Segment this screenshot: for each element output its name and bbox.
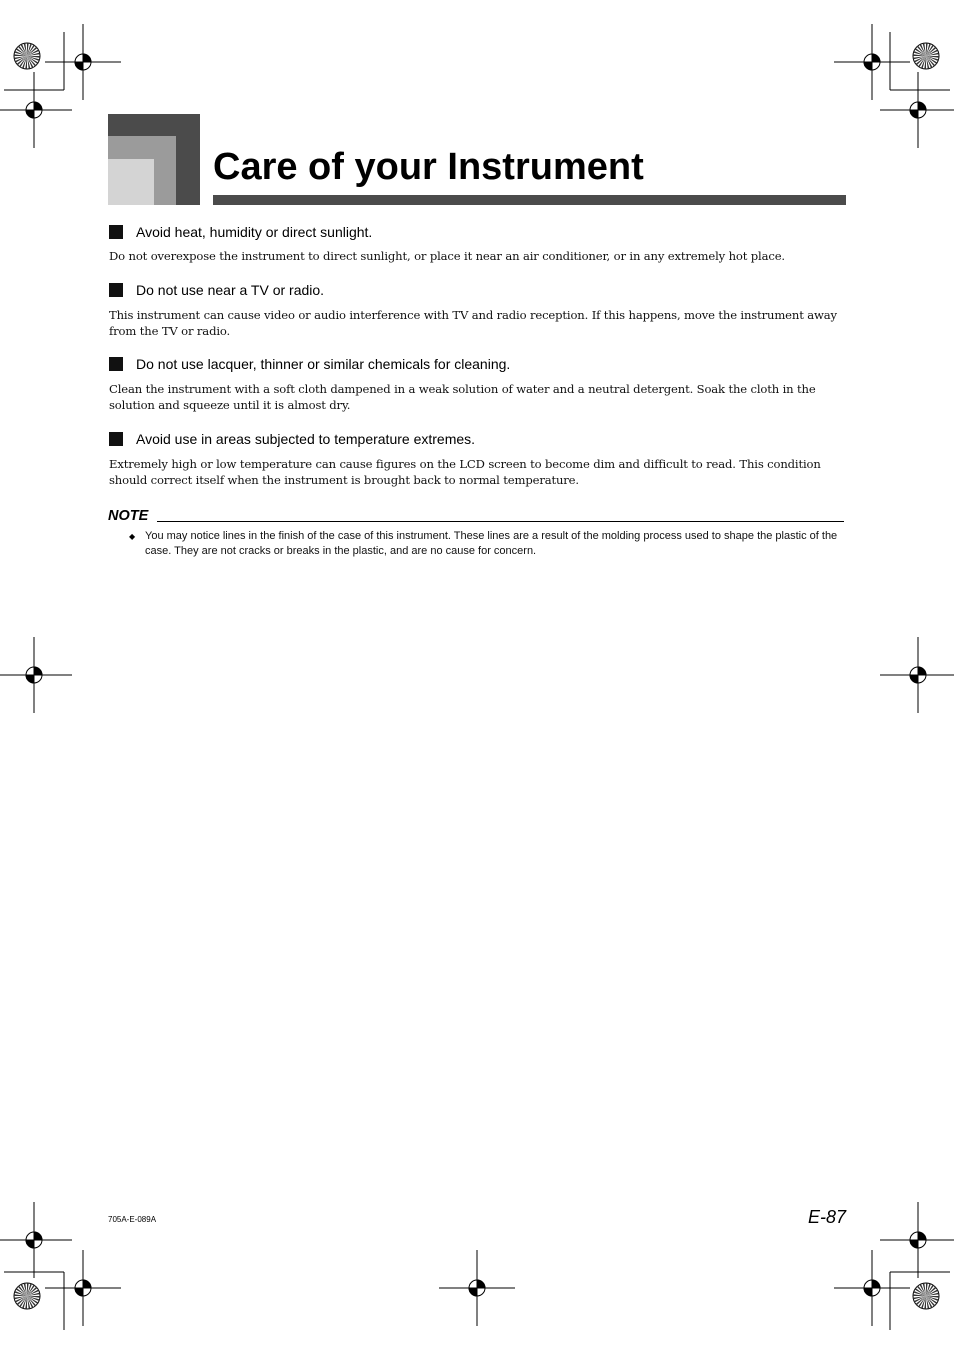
registration-crosshair-icon xyxy=(880,72,954,148)
square-bullet-icon xyxy=(109,225,123,239)
note-label: NOTE xyxy=(108,508,149,524)
registration-crosshair-icon xyxy=(834,24,910,100)
registration-starburst-icon xyxy=(913,1283,939,1309)
note-item xyxy=(129,529,839,559)
page-title: Care of your Instrument xyxy=(213,146,644,188)
section-heading xyxy=(109,429,475,449)
section-heading-text: Do not use lacquer, thinner or similar chemicals for cleaning. xyxy=(136,356,511,372)
title-underline-bar xyxy=(213,195,846,205)
square-bullet-icon xyxy=(109,357,123,371)
section-heading xyxy=(109,354,510,374)
registration-crosshair-icon xyxy=(439,1250,515,1326)
section-heading-text: Avoid use in areas subjected to temperature extremes. xyxy=(136,431,476,447)
square-bullet-icon xyxy=(109,432,123,446)
registration-starburst-icon xyxy=(14,43,40,69)
document-code: 705A-E-089A xyxy=(108,1215,157,1224)
section-heading xyxy=(109,280,324,300)
page-number: E-87 xyxy=(807,1207,846,1227)
registration-crosshair-icon xyxy=(0,637,72,713)
header-light-block xyxy=(108,159,154,205)
registration-starburst-icon xyxy=(14,1283,40,1309)
registration-crosshair-icon xyxy=(880,637,954,713)
note-item-text: You may notice lines in the finish of the case of this instrument. These lines are a result of the molding process used to shape the plastic of the case. They are not cracks or breaks in the plastic, and are no cause for concern. xyxy=(145,530,838,557)
section-heading-text: Do not use near a TV or radio. xyxy=(136,282,325,298)
registration-crosshair-icon xyxy=(0,1202,72,1278)
section-body: Do not overexpose the instrument to direct sunlight, or place it near an air conditioner, or in any extremely hot place. xyxy=(109,249,785,263)
section-body: Clean the instrument with a soft cloth dampened in a weak solution of water and a neutral detergent. Soak the cloth in the solution and squeeze until it is almost dry. xyxy=(109,382,816,412)
section-heading-text: Avoid heat, humidity or direct sunlight. xyxy=(136,224,373,240)
registration-crosshair-icon xyxy=(45,24,121,100)
square-bullet-icon xyxy=(109,283,123,297)
note-rule xyxy=(157,521,844,522)
registration-crosshair-icon xyxy=(0,72,72,148)
registration-starburst-icon xyxy=(913,43,939,69)
section-body: Extremely high or low temperature can cause figures on the LCD screen to become dim and difficult to read. This condition should correct itself when the instrument is brought back to normal temperature. xyxy=(109,457,821,487)
section-body: This instrument can cause video or audio interference with TV and radio reception. If this happens, move the instrument away from the TV or radio. xyxy=(109,308,837,338)
diamond-bullet-icon: ◆ xyxy=(129,532,136,541)
registration-crosshair-icon xyxy=(45,1250,121,1326)
section-heading xyxy=(109,222,372,242)
registration-crosshair-icon xyxy=(880,1202,954,1278)
registration-crosshair-icon xyxy=(834,1250,910,1326)
